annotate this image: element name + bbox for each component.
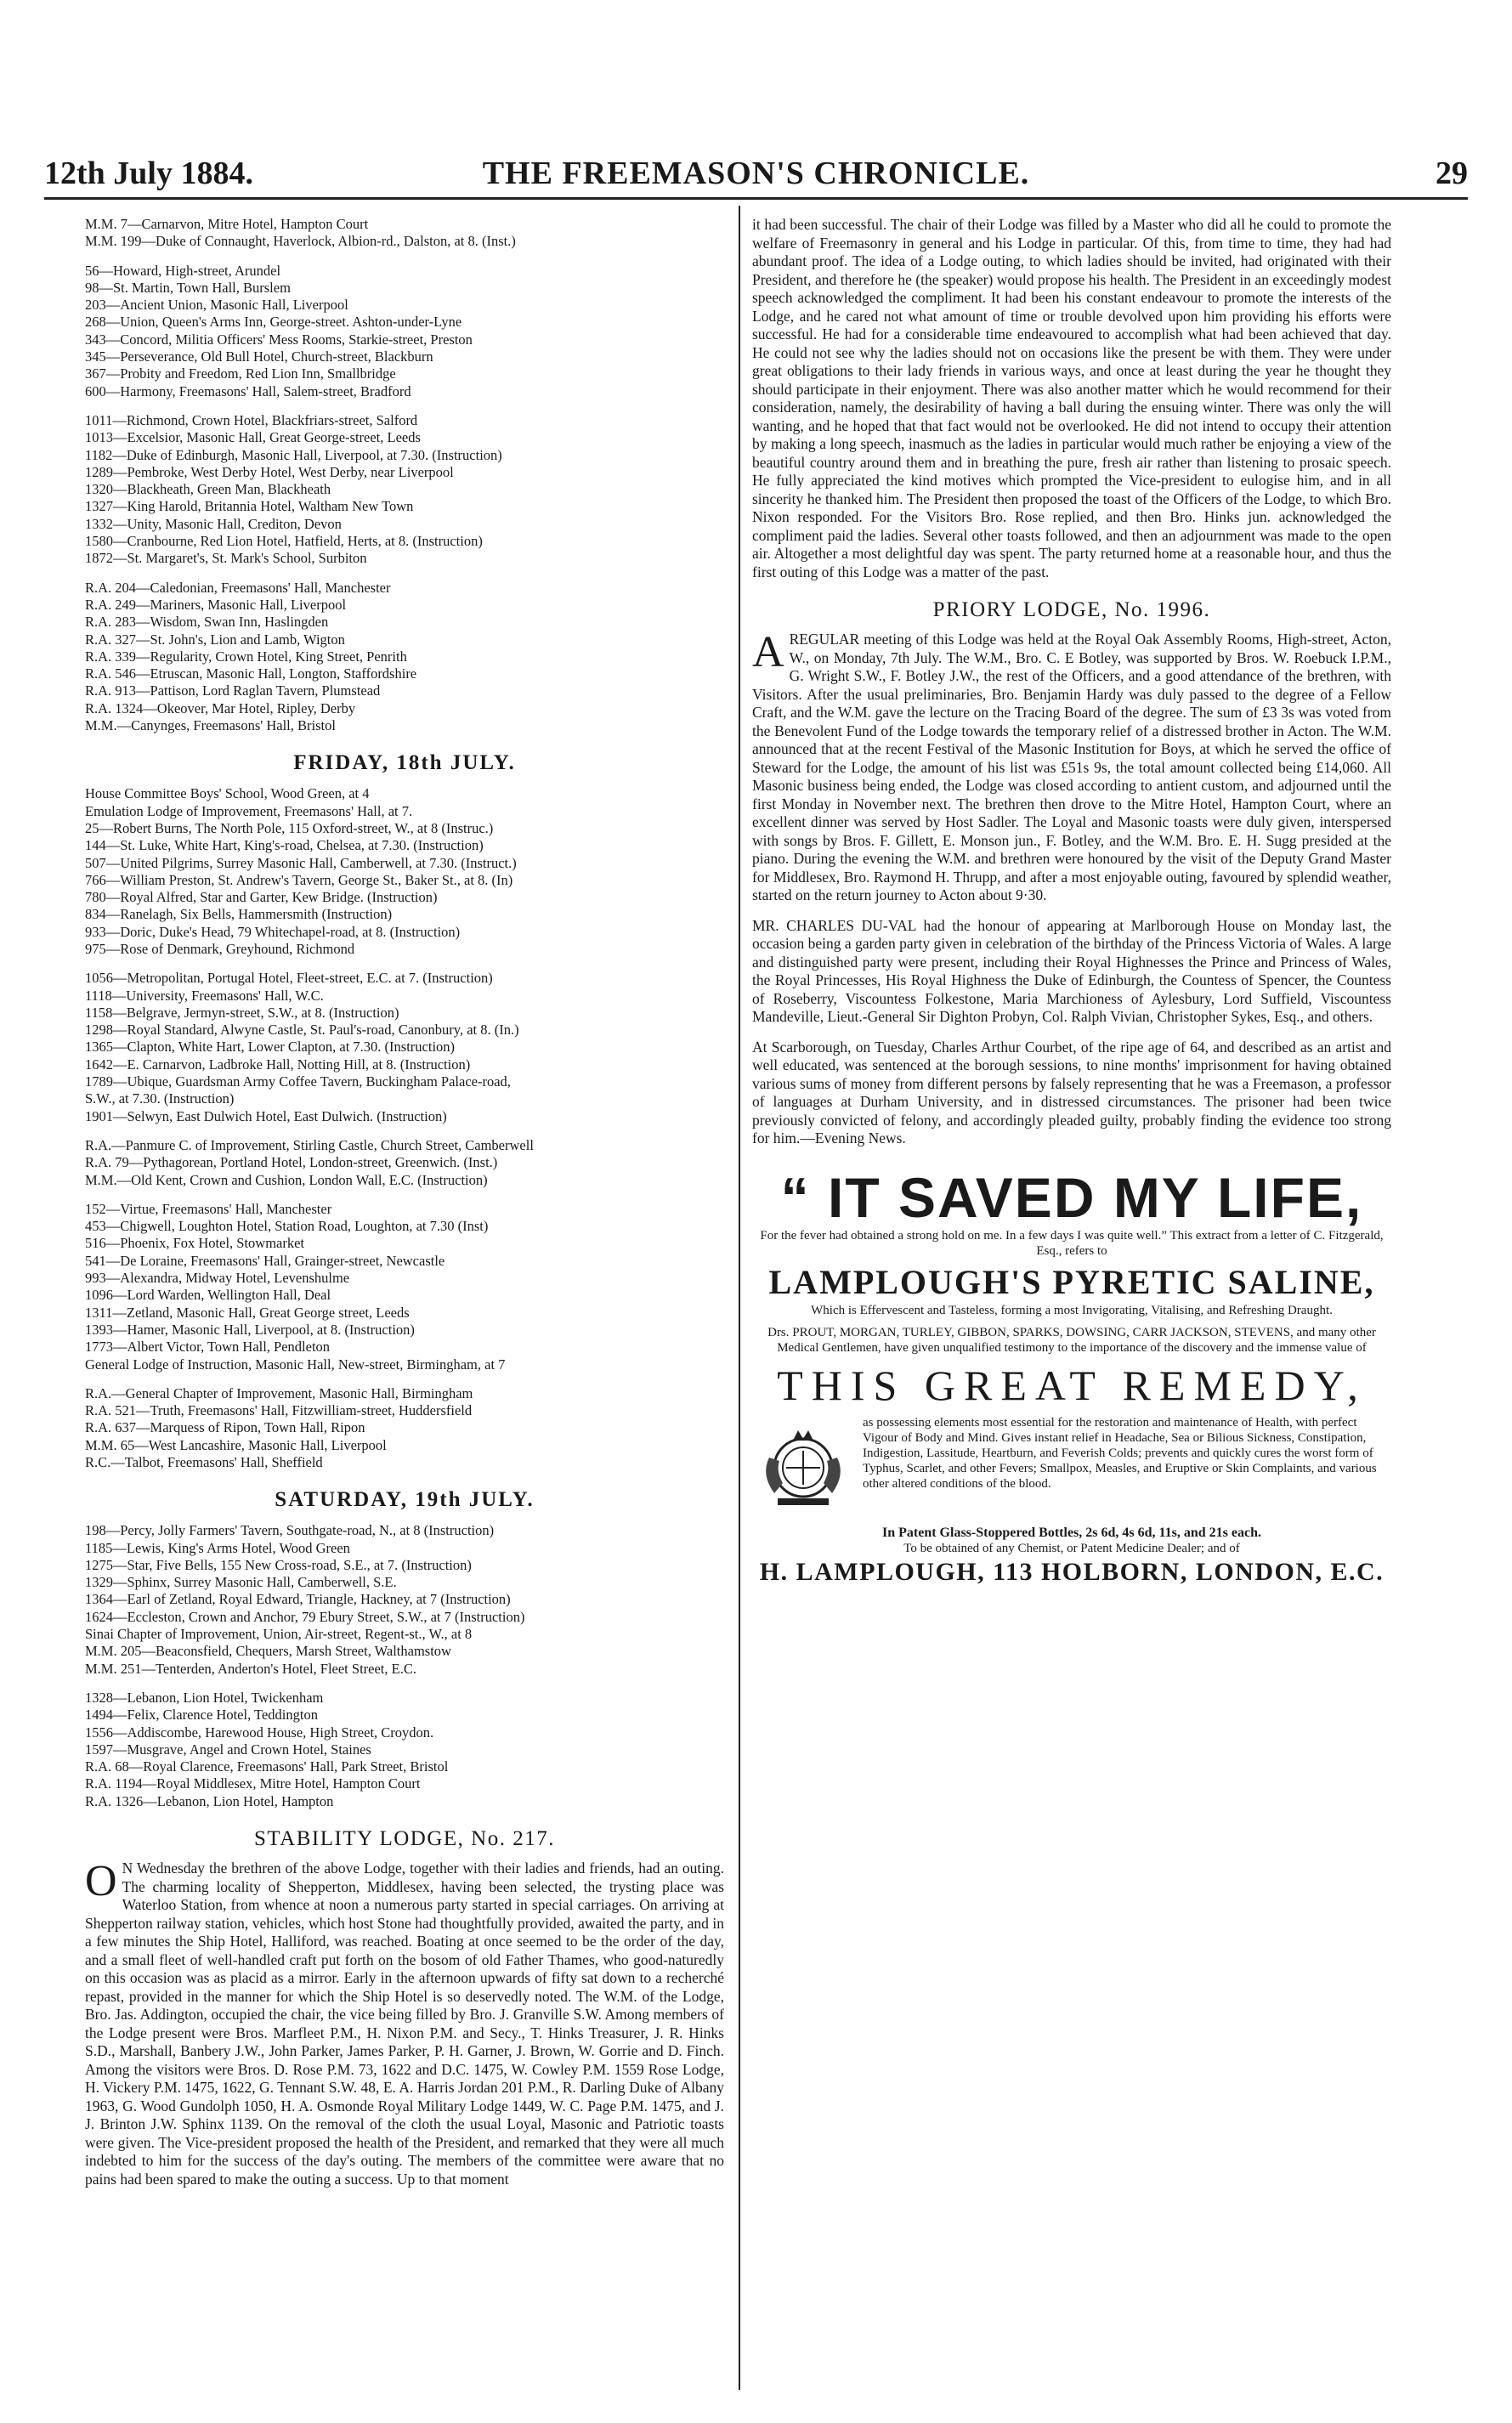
priory-lodge-article: AREGULAR meeting of this Lodge was held at the Royal Oak Assembly Rooms, High-street, Acton, W., on Monday, 7th July. The W.M., Bro. C. E Botley, was supported by Bros. W. Roebuck I.P.M., G. Wright S.W., F. Botley J.W., the rest of the Officers, and a good attendance of the brethren, with Visitors. After the usual preliminaries, Bro. Benjamin Hardy was duly passed to the degree of a Fellow Craft, and the W.M. gave the lecture on the Tracing Board of the degree. The sum of £3 3s was voted from the Benevolent Fund of the Lodge towards the temporary relief of a distressed brother in Acton. The W.M. announced that at the recent Festival of the Masonic Institution for Boys, at which he served the office of Steward for the Lodge, the amount of his list was £51s 9s, the total amount collected being £14,060. All Masonic business being ended, the Lodge was closed according to antient custom, and adjourned until the first Monday in November next. The brethren then drove to the Mitre Hotel, Hampton Court, where an excellent dinner was served by Host Sadler. The Loyal and Masonic toasts were duly given, interspersed with songs by Bros. F. Gillett, E. Monson jun., F. Botley, and the W.M. Bro. E. H. Sugg presided at the piano. During the evening the W.M. and brethren were honoured by the visit of the Deputy Grand Master for Middlesex, Bro. Raymond H. Thrupp, and after a most enjoyable outing, favoured by splendid weather, started on the return journey to Acton about 9·30. [752,628,1391,903]
friday-notices [85,785,724,1471]
lodge-notice: M.M. 251—Tenterden, Anderton's Hotel, Fleet Street, E.C. [85,1660,416,1677]
lodge-notice: 345—Perseverance, Old Bull Hotel, Church-street, Blackburn [85,348,433,365]
lodge-notice: 56—Howard, High-street, Arundel [85,262,281,279]
lodge-notice: 1118—University, Freemasons' Hall, W.C. [85,987,324,1004]
lodge-notice: 1311—Zetland, Masonic Hall, Great George street, Leeds [85,1304,410,1321]
lodge-notice: R.A. 249—Mariners, Masonic Hall, Liverpool [85,596,347,613]
lodge-notice: 1773—Albert Victor, Town Hall, Pendleton [85,1339,331,1356]
lodge-notice: 1275—Star, Five Bells, 155 New Cross-road, S.E., at 7. (Instruction) [85,1556,472,1573]
lodge-notice: 1329—Sphinx, Surrey Masonic Hall, Camberwell, S.E. [85,1574,397,1591]
lodge-notice: M.M.—Canynges, Freemasons' Hall, Bristol [85,717,336,734]
notice-group [85,263,724,400]
ad-address: H. LAMPLOUGH, 113 HOLBORN, LONDON, E.C. [759,1557,1385,1586]
lodge-notice: 1185—Lewis, King's Arms Hotel, Wood Green [85,1539,350,1556]
stability-lodge-article: ON Wednesday the brethren of the above Lodge, together with their ladies and friends, had an outing. The charming locality of Shepperton, Middlesex, having been selected, the trysting place was Waterloo Station, from whence at noon a numerous party started in special carriages. On arriving at Shepperton railway station, vehicles, which host Stone had thoughtfully provided, awaited the party, and in a few minutes the Ship Hotel, Halliford, was reached. Boating at once seemed to be the order of the day, and a small fleet of well-handled craft put forth on the bosom of old Father Thames, who good-naturedly on this occasion was as placid as a mirror. Early in the afternoon upwards of fifty sat down to a recherché repast, provided in the manner for which the Ship Hotel is so deservedly noted. The W.M. of the Lodge, Bro. Jas. Addington, occupied the chair, the vice being filled by Bro. J. Granville S.W. Among members of the Lodge present were Bros. Marfleet P.M., H. Nixon P.M. and Secy., T. Hinks Treasurer, J. R. Hinks S.D., Marshall, Banbery J.W., John Parker, James Parker, P. H. Garner, J. Brown, W. Gorrie and D. Finch. Among the visitors were Bros. D. Rose P.M. 73, 1622 and D.C. 1475, W. Cowley P.M. 1559 Rose Lodge, H. Vickery P.M. 1475, 1622, G. Tennant S.W. 48, E. A. Harris Jordan 201 P.M., R. Darling Duke of Albany 1963, G. Wood Gundolph 1050, H. A. Osmonde Royal Military Lodge 1449, W. C. Page P.M. 1475, and J. J. Brinton J.W. Sphinx 1139. On the removal of the cloth the usual Loyal, Masonic and Patriotic toasts were given. The Vice-president proposed the health of the President, and remarked that they were all much indebted to him for the success of the day's outing. The members of the committee were aware that no pains had been spared to make the outing a success. Up to that moment [85,1857,724,2188]
lodge-notice: 1789—Ubique, Guardsman Army Coffee Tavern, Buckingham Palace-road, [85,1073,511,1090]
lodge-notice: 1393—Hamer, Masonic Hall, Liverpool, at 8. (Instruction) [85,1321,415,1338]
notice-group [85,785,724,958]
lodge-notice: 1556—Addiscombe, Harewood House, High Street, Croydon. [85,1724,434,1741]
lodge-notice: 766—William Preston, St. Andrew's Tavern, George St., Baker St., at 8. (In) [85,871,513,888]
notice-group [85,970,724,1125]
lodge-notice: 1901—Selwyn, East Dulwich Hotel, East Dulwich. (Instruction) [85,1107,447,1124]
ad-testimonial: For the fever had obtained a strong hold on me. In a few days I was quite well.” This extract from a letter of C. Fitzgerald, Esq., refers to [760,1228,1384,1258]
lodge-notice: R.A.—Panmure C. of Improvement, Stirling Castle, Church Street, Camberwell [85,1136,534,1153]
lodge-notice: 1182—Duke of Edinburgh, Masonic Hall, Liverpool, at 7.30. (Instruction) [85,446,502,463]
left-column [85,216,724,2188]
lodge-notice: R.A. 913—Pattison, Lord Raglan Tavern, Plumstead [85,682,381,699]
issue-date: 12th July 1884. [44,156,253,191]
lodge-notice: 516—Phoenix, Fox Hotel, Stowmarket [85,1235,305,1252]
lodge-notice: 343—Concord, Militia Officers' Mess Rooms, Starkie-street, Preston [85,331,473,348]
lodge-notice: 1494—Felix, Clarence Hotel, Teddington [85,1707,318,1724]
lodge-notice: R.A.—General Chapter of Improvement, Masonic Hall, Birmingham [85,1384,473,1401]
lodge-notice: R.A. 68—Royal Clarence, Freemasons' Hall, Park Street, Bristol [85,1758,449,1775]
lodge-notice: Sinai Chapter of Improvement, Union, Air-street, Regent-st., W., at 8 [85,1626,473,1643]
lodge-notice: 1580—Cranbourne, Red Lion Hotel, Hatfield, Herts, at 8. (Instruction) [85,533,483,550]
lodge-notice: 268—Union, Queen's Arms Inn, George-street. Ashton-under-Lyne [85,314,462,331]
lodge-notice: House Committee Boys' School, Wood Green, at 4 [85,785,370,802]
notice-group [85,216,724,251]
lodge-notice: M.M. 65—West Lancashire, Masonic Hall, Liverpool [85,1436,387,1453]
lodge-notice: 1011—Richmond, Crown Hotel, Blackfriars-street, Salford [85,411,418,428]
lodge-notice: 1289—Pembroke, West Derby Hotel, West Derby, near Liverpool [85,463,454,480]
lodge-notice: 1328—Lebanon, Lion Hotel, Twickenham [85,1689,324,1706]
lodge-notice: 152—Virtue, Freemasons' Hall, Manchester [85,1200,332,1217]
thursday-notices [85,216,724,734]
lodge-notice: R.A. 637—Marquess of Ripon, Town Hall, Ripon [85,1419,365,1436]
lodge-notice: R.A. 327—St. John's, Lion and Lamb, Wigton [85,631,345,648]
lodge-notice: Emulation Lodge of Improvement, Freemasons' Hall, at 7. [85,802,413,819]
ad-headline: “ IT SAVED MY LIFE, [780,1165,1363,1229]
lamplough-advertisement [752,1167,1391,1587]
lodge-notice: 203—Ancient Union, Masonic Hall, Liverpool [85,297,348,314]
ad-remedy-title: THIS GREAT REMEDY, [777,1361,1367,1409]
lodge-notice: 1298—Royal Standard, Alwyne Castle, St. Paul's-road, Canonbury, at 8. (In.) [85,1022,519,1039]
lodge-notice: 367—Probity and Freedom, Red Lion Inn, Smallbridge [85,365,396,382]
lodge-notice: 1158—Belgrave, Jermyn-street, S.W., at 8. (Instruction) [85,1004,399,1021]
lodge-notice: 25—Robert Burns, The North Pole, 115 Oxford-street, W., at 8 (Instruc.) [85,819,494,836]
notice-group [85,1690,724,1810]
ad-obtain: To be obtained of any Chemist, or Patent Medicine Dealer; and of [903,1541,1240,1555]
lodge-notice: R.C.—Talbot, Freemasons' Hall, Sheffield [85,1454,323,1470]
saturday-notices [85,1522,724,1810]
right-column [752,216,1391,1587]
lodge-notice: 541—De Loraine, Freemasons' Hall, Grainger-street, Newcastle [85,1252,445,1269]
lodge-notice: 993—Alexandra, Midway Hotel, Levenshulme [85,1270,350,1287]
masthead [44,155,1468,199]
masthead-rule [44,197,1468,200]
lodge-notice: 780—Royal Alfred, Star and Garter, Kew Bridge. (Instruction) [85,889,438,906]
lodge-notice: R.A. 204—Caledonian, Freemasons' Hall, Manchester [85,579,391,596]
lodge-notice: 98—St. Martin, Town Hall, Burslem [85,279,291,296]
lodge-notice: 198—Percy, Jolly Farmers' Tavern, Southgate-road, N., at 8 (Instruction) [85,1522,495,1539]
lodge-notice: R.A. 283—Wisdom, Swan Inn, Haslingden [85,614,329,631]
lodge-notice: 1642—E. Carnarvon, Ladbroke Hall, Notting Hill, at 8. (Instruction) [85,1056,471,1073]
lodge-notice: 600—Harmony, Freemasons' Hall, Salem-street, Bradford [85,382,411,399]
lodge-notice: 1597—Musgrave, Angel and Crown Hotel, Staines [85,1741,371,1758]
lodge-notice: 1320—Blackheath, Green Man, Blackheath [85,481,331,498]
lodge-notice: M.M. 199—Duke of Connaught, Haverlock, Albion-rd., Dalston, at 8. (Inst.) [85,233,516,250]
lodge-notice: R.A. 1194—Royal Middlesex, Mitre Hotel, Hampton Court [85,1775,421,1792]
scarborough-paragraph: At Scarborough, on Tuesday, Charles Arthur Courbet, of the ripe age of 64, and described as an artist and well educated, was sentenced at the borough sessions, to nine months' imprisonment for having obtained various sums of money from different persons by falsely representing that he was a Freemason, a professor of languages at Durham University, and in distressed circumstances. The prisoner had been twice previously convicted of felony, and accordingly pleaded guilty, probably finding the evidence too strong for him.—Evening News. [752,1038,1391,1146]
duval-paragraph: MR. CHARLES DU-VAL had the honour of appearing at Marlborough House on Monday last, the occasion being a garden party given in celebration of the birthday of the Princess Victoria of Wales. A large and distinguished party were present, including their Royal Highnesses the Prince and Princess of Wales, the Royal Princesses, His Royal Highness the Duke of Edinburgh, the Countess of Spencer, the Countess of Roseberry, Viscountess Folkestone, Maria Marchioness of Aylesbury, Lord Suffield, Viscountess Mandeville, Lieut.-General Sir Dighton Probyn, Col. Ralph Vivian, Christopher Sykes, Esq., and others. [752,916,1391,1025]
notice-group [85,580,724,735]
notice-group [85,1385,724,1471]
saturday-heading: SATURDAY, 19th JULY. [275,1488,535,1512]
stability-article-continuation: it had been successful. The chair of their Lodge was filled by a Master who did all he could to promote the welfare of Freemasonry in general and his Lodge in particular. Of this, from time to time, they had had abundant proof. The idea of a Lodge outing, to which ladies should be invited, had originated with their President, and therefore he (the speaker) would propose his health. The President in an exceedingly modest speech acknowledged the compliment. It had been his constant endeavour to promote the interests of the Lodge, and he cared not what amount of time or trouble devolved upon him providing his efforts were successful. He had for a considerable time endeavoured to accomplish what had been achieved that day. He could not see why the ladies should not on occasions like the present be with them. They were under great obligations to their lady friends in various ways, and once at least during the year he thought they should participate in their enjoyment. There was also another matter which he would recommend for their consideration, namely, the desirability of having a ball during the ensuing winter. There was only the will wanting, and he hoped that that fact would not be overlooked. He did not intend to occupy their attention by making a long speech, inasmuch as the ladies in particular would much rather be enjoying a view of the beautiful country around them and in breathing the pure, fresh air rather than listening to prosaic speech. He fully appreciated the kind motives which prompted the Vice-president to eulogise him, and in all sincerity he thanked him. The President then proposed the toast of the Officers of the Lodge, to which Bro. Nixon responded. For the Visitors Bro. Rose replied, and then Bro. Hinks jun. acknowledged the compliment paid the ladies. Several other toasts followed, and then an adjournment was made to the open air. Altogether a most delightful day was spent. The party returned home at a reasonable hour, and thus the first outing of this Lodge was a matter of the past. [752,216,1391,580]
lodge-notice: R.A. 339—Regularity, Crown Hotel, King Street, Penrith [85,648,407,665]
lodge-notice: R.A. 1326—Lebanon, Lion Hotel, Hampton [85,1792,334,1809]
friday-heading: FRIDAY, 18th JULY. [293,751,516,775]
lodge-notice: General Lodge of Instruction, Masonic Hall, New-street, Birmingham, at 7 [85,1356,506,1373]
ad-claims-box [752,1415,1391,1517]
notice-group [85,1201,724,1373]
lodge-notice: S.W., at 7.30. (Instruction) [85,1090,235,1107]
lodge-notice: 1056—Metropolitan, Portugal Hotel, Fleet-street, E.C. at 7. (Instruction) [85,970,493,987]
lodge-notice: 933—Doric, Duke's Head, 79 Whitechapel-road, at 8. (Instruction) [85,923,461,940]
lodge-notice: 1096—Lord Warden, Wellington Hall, Deal [85,1287,331,1304]
notice-group [85,1522,724,1678]
lodge-notice: 1365—Clapton, White Hart, Lower Clapton, at 7.30. (Instruction) [85,1039,456,1056]
page-number: 29 [1436,156,1468,191]
publication-title: THE FREEMASON'S CHRONICLE. [482,156,1030,191]
lodge-notice: R.A. 521—Truth, Freemasons' Hall, Fitzwilliam-street, Huddersfield [85,1402,473,1419]
royal-crest-icon [752,1415,854,1517]
lodge-notice: 507—United Pilgrims, Surrey Masonic Hall, Camberwell, at 7.30. (Instruct.) [85,854,517,871]
lodge-notice: 1332—Unity, Masonic Hall, Crediton, Devon [85,515,342,532]
lodge-notice: R.A. 1324—Okeover, Mar Hotel, Ripley, Derby [85,699,356,716]
lodge-notice: 1364—Earl of Zetland, Royal Edward, Triangle, Hackney, at 7 (Instruction) [85,1591,511,1608]
lodge-notice: 1872—St. Margaret's, St. Mark's School, Surbiton [85,550,367,567]
ad-bottle-prices: In Patent Glass-Stoppered Bottles, 2s 6d, 4s 6d, 11s, and 21s each. [882,1525,1261,1540]
lodge-notice: 975—Rose of Denmark, Greyhound, Richmond [85,940,355,957]
column-divider [739,206,740,2390]
priory-lodge-heading: PRIORY LODGE, No. 1996. [932,598,1211,621]
lodge-notice: 144—St. Luke, White Hart, King's-road, Chelsea, at 7.30. (Instruction) [85,837,484,854]
lodge-notice: 1624—Eccleston, Crown and Anchor, 79 Ebury Street, S.W., at 7 (Instruction) [85,1608,525,1625]
lodge-notice: R.A. 546—Etruscan, Masonic Hall, Longton, Staffordshire [85,665,417,682]
lodge-notice: 453—Chigwell, Loughton Hotel, Station Road, Loughton, at 7.30 (Inst) [85,1218,489,1235]
lodge-notice: M.M.—Old Kent, Crown and Cushion, London Wall, E.C. (Instruction) [85,1171,488,1188]
lodge-notice: M.M. 7—Carnarvon, Mitre Hotel, Hampton Court [85,216,369,232]
lodge-notice: 834—Ranelagh, Six Bells, Hammersmith (Instruction) [85,906,393,923]
ad-doctors: Drs. PROUT, MORGAN, TURLEY, GIBBON, SPARKS, DOWSING, CARR JACKSON, STEVENS, and many other Medical Gentlemen, have given unqualified testimony to the importance of the discovery and the immense value of [767,1325,1376,1355]
notice-group [85,412,724,568]
ad-claims: as possessing elements most essential for the restoration and maintenance of Health, with perfect Vigour of Body and Mind. Gives instant relief in Headache, Sea or Bilious Sickness, Constipation, Indigestion, Lassitude, Heartburn, and Feverish Colds; prevents and quickly cures the worst form of Typhus, Scarlet, and other Fevers; Smallpox, Measles, and Eruptive or Skin Complaints, and various other altered conditions of the blood. [863,1415,1377,1491]
lodge-notice: 1013—Excelsior, Masonic Hall, Great George-street, Leeds [85,429,421,446]
lodge-notice: M.M. 205—Beaconsfield, Chequers, Marsh Street, Walthamstow [85,1643,451,1660]
ad-product-name: LAMPLOUGH'S PYRETIC SALINE, [768,1262,1375,1301]
lodge-notice: R.A. 79—Pythagorean, Portland Hotel, London-street, Greenwich. (Inst.) [85,1154,498,1171]
stability-lodge-heading: STABILITY LODGE, No. 217. [254,1827,555,1851]
lodge-notice: 1327—King Harold, Britannia Hotel, Waltham New Town [85,498,414,515]
notice-group [85,1137,724,1189]
ad-description: Which is Effervescent and Tasteless, forming a most Invigorating, Vitalising, and Refreshing Draught. [811,1303,1333,1317]
